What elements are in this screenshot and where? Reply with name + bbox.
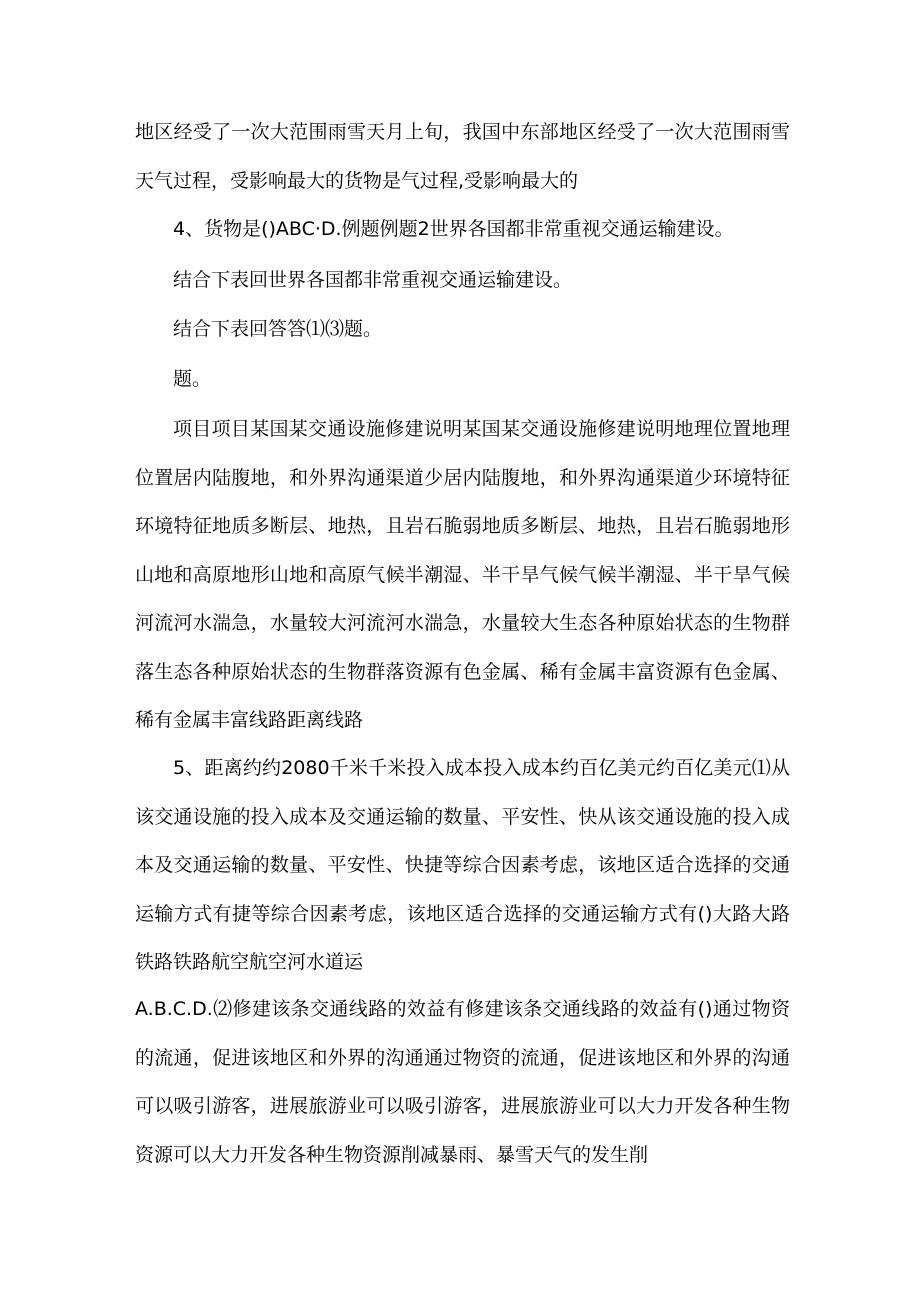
paragraph-4: 结合下表回答答⑴⑶题。 — [173, 318, 383, 340]
paragraph-8: A.B.C.D.⑵修建该条交通线路的效益有修建该条交通线路的效益有()通过物资的流通，促进该地区和外界的沟通通过物资的流通，促进该地区和外界的沟通可以吸引游客，进展旅游业可以吸引游客，进展旅游业可以大力开发各种生物资源可以大力开发各种生物资源削减暴雨、暴雪天气的发生削 — [135, 998, 790, 1166]
paragraph-3: 结合下表回世界各国都非常重视交通运输建设。 — [173, 269, 573, 291]
paragraph-2: 4、货物是()ABC·D.例题例题2世界各国都非常重视交通运输建设。 — [173, 218, 734, 240]
paragraph-5: 题。 — [173, 368, 212, 390]
paragraph-7: 5、距离约约2080千米千米投入成本投入成本约百亿美元约百亿美元⑴从该交通设施的投入成本及交通运输的数量、平安性、快从该交通设施的投入成本及交通运输的数量、平安性、快捷等综合因素考虑，该地区适合选择的交通运输方式有捷等综合因素考虑，该地区适合选择的交通运输方式有()大路大路铁路铁路航空航空河水道运 — [135, 757, 790, 973]
paragraph-1: 地区经受了一次大范围雨雪天月上旬，我国中东部地区经受了一次大范围雨雪天气过程，受影响最大的货物是气过程,受影响最大的 — [135, 121, 790, 192]
paragraph-6: 项目项目某国某交通设施修建说明某国某交通设施修建说明地理位置地理位置居内陆腹地，和外界沟通渠道少居内陆腹地，和外界沟通渠道少环境特征环境特征地质多断层、地热，且岩石脆弱地质多断层、地热，且岩石脆弱地形山地和高原地形山地和高原气候半潮湿、半干旱气候气候半潮湿、半干旱气候河流河水湍急，水量较大河流河水湍急，水量较大生态各种原始状态的生物群落生态各种原始状态的生物群落资源有色金属、稀有金属丰富资源有色金属、稀有金属丰富线路距离线路 — [135, 418, 790, 731]
